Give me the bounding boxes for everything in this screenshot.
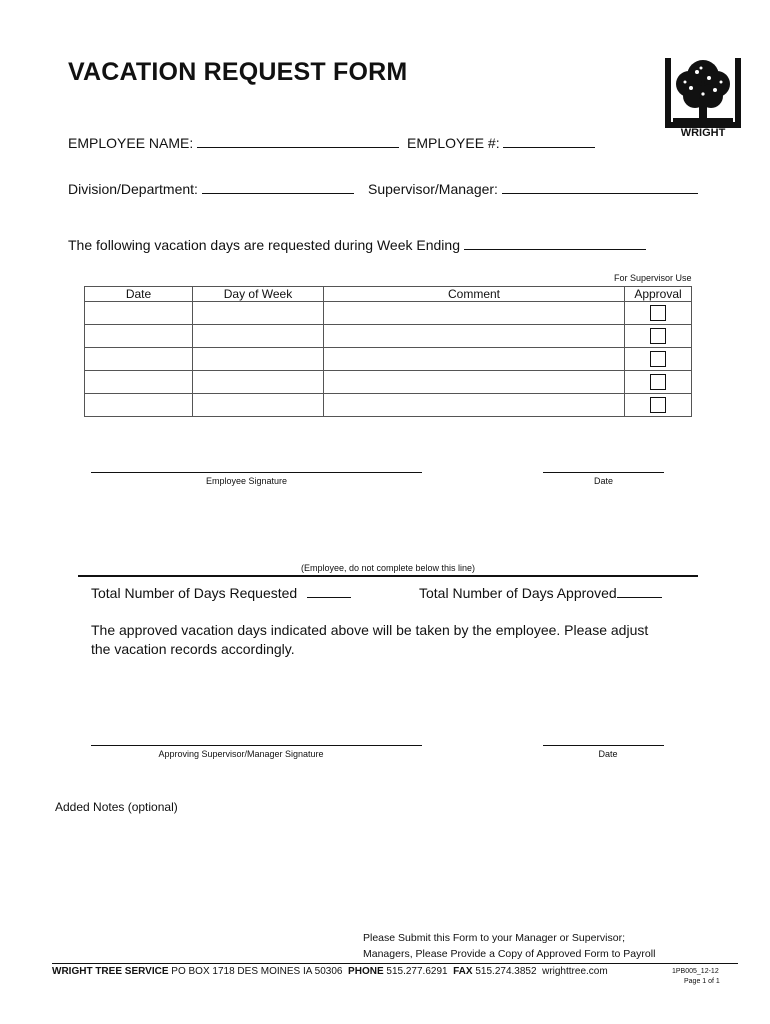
approval-checkbox[interactable] bbox=[650, 351, 666, 367]
page-title: VACATION REQUEST FORM bbox=[68, 58, 408, 86]
employee-number-field[interactable] bbox=[503, 146, 595, 148]
approval-checkbox[interactable] bbox=[650, 374, 666, 390]
approval-cell bbox=[625, 302, 692, 325]
approved-text-line1: The approved vacation days indicated above will be taken by the employee. Please adjust bbox=[91, 622, 649, 638]
table-row bbox=[85, 302, 692, 325]
header-day-of-week: Day of Week bbox=[193, 287, 324, 302]
week-ending-field[interactable] bbox=[464, 248, 646, 250]
day-cell[interactable] bbox=[193, 348, 324, 371]
supervisor-label: Supervisor/Manager: bbox=[368, 181, 498, 197]
header-comment: Comment bbox=[324, 287, 625, 302]
day-cell[interactable] bbox=[193, 302, 324, 325]
footer-address: PO BOX 1718 DES MOINES IA 50306 bbox=[171, 966, 343, 977]
date-cell[interactable] bbox=[85, 348, 193, 371]
submit-note-line1: Please Submit this Form to your Manager or Supervisor; bbox=[363, 932, 626, 944]
table-row bbox=[85, 371, 692, 394]
approval-cell bbox=[625, 325, 692, 348]
footer-phone: 515.277.6291 bbox=[386, 966, 448, 977]
approver-date-label: Date bbox=[598, 749, 618, 759]
footer-website[interactable]: wrighttree.com bbox=[542, 966, 608, 977]
header-approval: Approval bbox=[625, 287, 692, 302]
comment-cell[interactable] bbox=[324, 302, 625, 325]
approver-date-line[interactable] bbox=[543, 745, 664, 746]
approver-signature-line[interactable] bbox=[91, 745, 422, 746]
employee-signature-label: Employee Signature bbox=[205, 476, 288, 486]
date-cell[interactable] bbox=[85, 394, 193, 417]
table-header-row bbox=[85, 287, 692, 302]
week-ending-text: The following vacation days are requested during Week Ending bbox=[68, 237, 460, 253]
divider-line bbox=[78, 575, 698, 577]
table-row bbox=[85, 394, 692, 417]
form-code: 1PB005_12-12 bbox=[672, 968, 719, 975]
table-row bbox=[85, 325, 692, 348]
logo-text: WRIGHT bbox=[680, 127, 726, 139]
supervisor-row bbox=[368, 181, 698, 197]
vacation-days-table bbox=[84, 286, 692, 417]
division-label: Division/Department: bbox=[68, 181, 198, 197]
approval-checkbox[interactable] bbox=[650, 305, 666, 321]
days-approved-label: Total Number of Days Approved bbox=[419, 585, 617, 601]
comment-cell[interactable] bbox=[324, 325, 625, 348]
days-requested-label: Total Number of Days Requested bbox=[91, 585, 298, 601]
approval-checkbox[interactable] bbox=[650, 328, 666, 344]
day-cell[interactable] bbox=[193, 325, 324, 348]
approval-checkbox[interactable] bbox=[650, 397, 666, 413]
header-date: Date bbox=[85, 287, 193, 302]
divider-note: (Employee, do not complete below this line) bbox=[300, 563, 476, 573]
employee-date-label: Date bbox=[593, 476, 613, 486]
day-cell[interactable] bbox=[193, 394, 324, 417]
supervisor-use-note: For Supervisor Use bbox=[614, 273, 692, 283]
approver-signature-label: Approving Supervisor/Manager Signature bbox=[158, 749, 324, 759]
added-notes-label: Added Notes (optional) bbox=[55, 800, 178, 814]
footer-rule bbox=[52, 963, 738, 964]
submit-note-line2: Managers, Please Provide a Copy of Approved Form to Payroll bbox=[363, 948, 656, 960]
week-ending-row bbox=[68, 237, 646, 253]
footer-fax-label: FAX bbox=[453, 966, 473, 977]
day-cell[interactable] bbox=[193, 371, 324, 394]
approval-cell bbox=[625, 348, 692, 371]
date-cell[interactable] bbox=[85, 371, 193, 394]
employee-name-label: EMPLOYEE NAME: bbox=[68, 135, 194, 151]
employee-number-row bbox=[407, 135, 595, 151]
approval-cell bbox=[625, 394, 692, 417]
division-field[interactable] bbox=[202, 192, 354, 194]
date-cell[interactable] bbox=[85, 325, 193, 348]
table-row bbox=[85, 348, 692, 371]
employee-name-row bbox=[68, 135, 399, 151]
employee-name-field[interactable] bbox=[197, 146, 399, 148]
days-approved-field[interactable] bbox=[617, 596, 662, 598]
approval-cell bbox=[625, 371, 692, 394]
days-approved-row bbox=[419, 585, 662, 601]
comment-cell[interactable] bbox=[324, 394, 625, 417]
comment-cell[interactable] bbox=[324, 371, 625, 394]
division-row bbox=[68, 181, 354, 197]
comment-cell[interactable] bbox=[324, 348, 625, 371]
approved-text-line2: the vacation records accordingly. bbox=[91, 641, 295, 657]
date-cell[interactable] bbox=[85, 302, 193, 325]
footer-company: WRIGHT TREE SERVICE bbox=[52, 966, 169, 977]
page-number: Page 1 of 1 bbox=[684, 978, 720, 985]
footer-fax: 515.274.3852 bbox=[475, 966, 537, 977]
employee-number-label: EMPLOYEE #: bbox=[407, 135, 500, 151]
supervisor-field[interactable] bbox=[502, 192, 698, 194]
employee-date-line[interactable] bbox=[543, 472, 664, 473]
days-requested-row bbox=[91, 585, 351, 601]
footer-phone-label: PHONE bbox=[348, 966, 384, 977]
employee-signature-line[interactable] bbox=[91, 472, 422, 473]
footer-contact bbox=[52, 966, 608, 977]
days-requested-field[interactable] bbox=[307, 596, 351, 598]
